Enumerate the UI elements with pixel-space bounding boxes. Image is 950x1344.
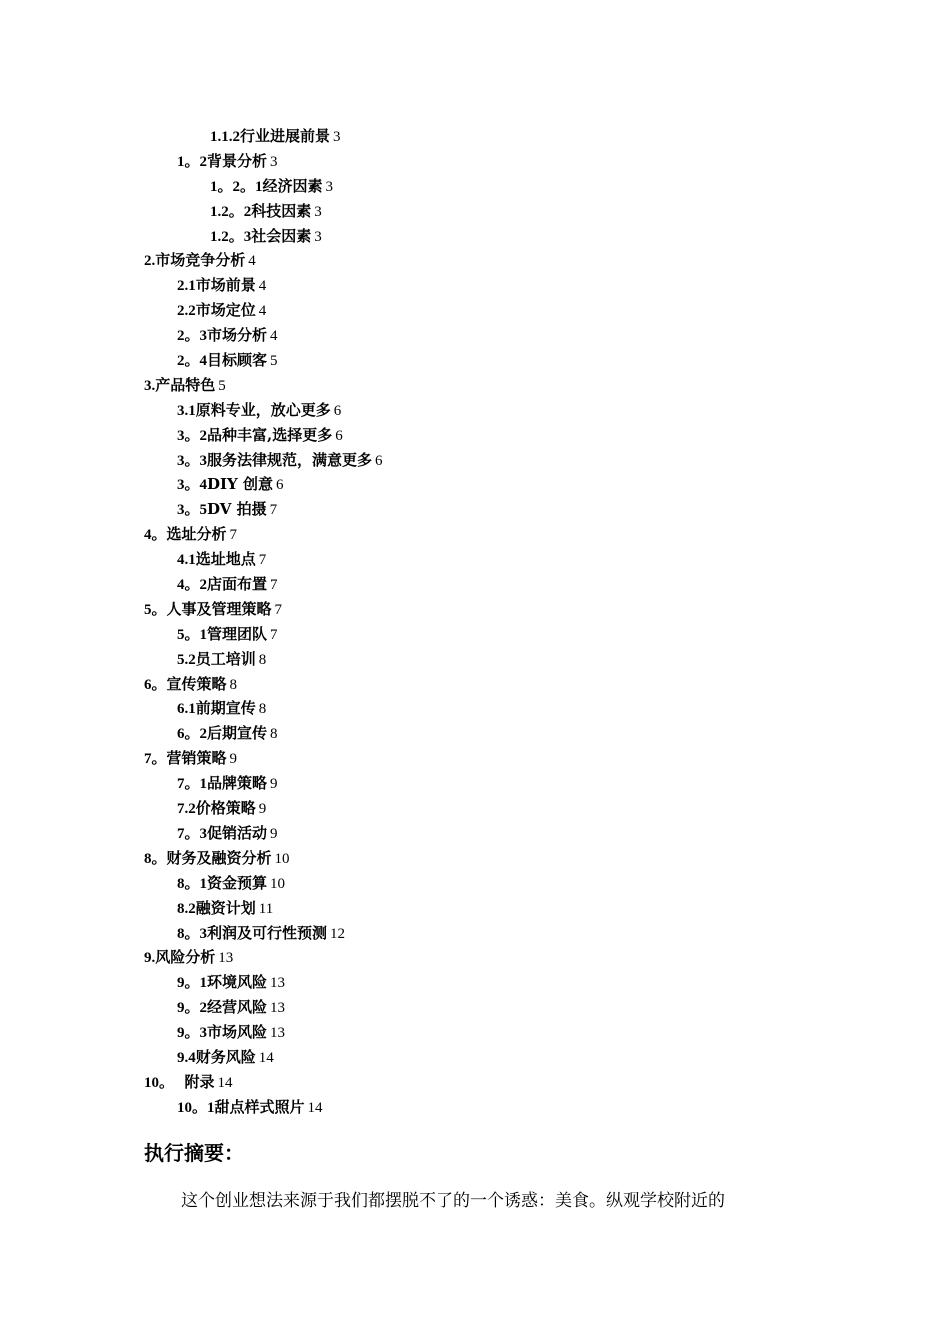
toc-entry[interactable] [0,497,950,522]
table-of-contents [0,124,950,1120]
toc-entry-page: 10 [274,850,290,867]
toc-entry-title: 原料专业，放心更多 [195,400,331,419]
toc-entry-page: 9 [270,825,278,842]
toc-entry-title: 价格策略 [195,799,256,818]
toc-entry[interactable] [0,771,950,796]
toc-entry-page: 6 [375,452,383,469]
toc-entry-title: 融资计划 [195,898,256,917]
toc-entry-title: 财务及融资分析 [166,848,272,867]
toc-entry-page: 13 [270,1025,286,1042]
toc-entry[interactable] [0,522,950,547]
toc-entry-page: 7 [274,601,283,618]
toc-entry-number: 3。3 [177,452,208,469]
toc-entry-number: 6。 [144,676,167,693]
toc-entry[interactable] [0,721,950,746]
toc-entry-title: 管理团队 [207,624,268,643]
toc-entry-title: 资金预算 [207,873,268,892]
toc-entry-number: 7。1 [177,776,208,793]
toc-entry-number: 3。2 [177,427,208,444]
toc-entry[interactable] [0,348,950,373]
toc-entry-title: 风险分析 [155,948,216,967]
toc-entry-title: 前期宣传 [195,699,256,718]
toc-entry[interactable] [0,647,950,672]
toc-entry[interactable] [0,448,950,473]
toc-entry-page: 4 [248,253,256,270]
toc-entry-number: 8.2 [177,900,196,917]
toc-entry-page: 11 [258,900,274,917]
toc-entry-number: 3。4 [177,477,208,494]
toc-entry-title: 产品特色 [155,375,216,394]
toc-entry-title: 员工培训 [195,649,256,668]
toc-entry-title: 后期宣传 [207,724,268,743]
toc-entry-page: 7 [270,577,278,594]
toc-entry-page: 4 [258,278,267,295]
toc-entry-page: 3 [325,178,334,195]
toc-entry-number: 7。 [144,751,167,768]
toc-entry[interactable] [0,1070,950,1095]
toc-entry-number: 1。2。1 [210,178,263,195]
toc-entry-page: 9 [229,751,238,768]
toc-entry-number: 8。1 [177,875,208,892]
toc-entry[interactable] [0,423,950,448]
toc-entry[interactable] [0,248,950,273]
toc-entry[interactable] [0,472,950,497]
toc-entry-page: 12 [330,925,346,942]
toc-entry[interactable] [0,597,950,622]
toc-entry[interactable] [0,672,950,697]
toc-entry-number: 10。1 [177,1099,215,1116]
toc-entry-title: 宣传策略 [166,674,227,693]
toc-entry-number: 5。 [144,601,167,618]
toc-entry-title: DV 拍摄 [207,500,267,519]
toc-entry-number: 1。2 [177,153,208,170]
toc-entry[interactable] [0,622,950,647]
toc-entry-number: 3. [144,377,156,394]
toc-entry-page: 8 [258,651,267,668]
toc-entry-title: 经济因素 [262,176,323,195]
toc-entry[interactable] [0,896,950,921]
toc-entry[interactable] [0,224,950,249]
toc-entry-number: 6.1 [177,701,196,718]
toc-entry-title: 人事及管理策略 [166,599,272,618]
toc-entry-number: 1.2。2 [210,203,252,220]
toc-entry-title: 目标顾客 [207,351,268,370]
toc-entry[interactable] [0,821,950,846]
toc-entry[interactable] [0,398,950,423]
toc-entry[interactable] [0,199,950,224]
toc-entry-page: 6 [335,427,343,444]
toc-entry-title: 市场分析 [207,326,268,345]
toc-entry-title: 营销策略 [166,749,227,768]
toc-entry-page: 3 [270,153,278,170]
toc-entry-page: 9 [258,801,267,818]
toc-entry-page: 7 [269,502,278,519]
toc-entry-page: 7 [229,527,238,544]
toc-entry-page: 4 [258,303,267,320]
toc-entry-number: 7.2 [177,801,196,818]
toc-entry[interactable] [0,696,950,721]
toc-entry-title: DIY 创意 [207,475,273,494]
toc-entry-number: 4。 [144,527,167,544]
toc-entry[interactable] [0,796,950,821]
toc-entry-title: 市场风险 [207,1023,268,1042]
toc-entry-page: 8 [229,676,238,693]
toc-entry-number: 2。4 [177,353,208,370]
toc-entry-title: 选址地点 [195,550,256,569]
toc-entry-page: 10 [270,875,286,892]
toc-entry-number: 3。5 [177,502,208,519]
toc-entry-title: 促销活动 [207,823,268,842]
toc-entry-title: 社会因素 [251,226,312,245]
toc-entry-page: 3 [314,203,322,220]
toc-entry-number: 2。3 [177,328,208,345]
toc-entry-page: 14 [258,1049,274,1066]
toc-entry-number: 9. [144,950,156,967]
toc-entry-number: 8。 [144,850,167,867]
toc-entry-number: 7。3 [177,825,208,842]
toc-entry[interactable] [0,273,950,298]
toc-entry[interactable] [0,1095,950,1120]
toc-entry[interactable] [0,970,950,995]
toc-entry[interactable] [0,995,950,1020]
toc-entry-title: 环境风险 [207,973,268,992]
toc-entry[interactable] [0,846,950,871]
toc-entry[interactable] [0,1045,950,1070]
toc-entry-page: 14 [307,1099,323,1116]
toc-entry-page: 8 [270,726,278,743]
toc-entry-page: 3 [314,228,322,245]
toc-entry-page: 13 [270,975,286,992]
toc-entry-title: 背景分析 [207,151,268,170]
toc-entry[interactable] [0,323,950,348]
toc-entry-page: 5 [270,353,278,370]
toc-entry-title: 附录 [174,1072,215,1091]
toc-entry[interactable] [0,945,950,970]
toc-entry-title: 经营风险 [207,998,268,1017]
toc-entry-title: 甜点样式照片 [214,1097,305,1116]
toc-entry-number: 1.1.2 [210,129,240,145]
toc-entry-number: 3.1 [177,402,196,419]
toc-entry-title: 选址分析 [166,525,227,544]
toc-entry[interactable] [0,174,950,199]
toc-entry-page: 13 [270,1000,286,1017]
toc-entry-title: 行业进展前景 [240,127,331,145]
toc-entry[interactable] [0,124,950,149]
toc-entry[interactable] [0,1020,950,1045]
toc-entry-number: 4。2 [177,577,208,594]
toc-entry-number: 10。 [144,1074,175,1091]
toc-entry-page: 9 [270,776,278,793]
toc-entry-page: 4 [270,328,278,345]
toc-entry-number: 5。1 [177,626,208,643]
toc-entry-page: 13 [218,950,234,967]
toc-entry-page: 7 [258,552,267,569]
toc-entry-number: 9。2 [177,1000,208,1017]
toc-entry-number: 8。3 [177,925,208,942]
toc-entry[interactable] [0,572,950,597]
toc-entry[interactable] [0,373,950,398]
toc-entry-title: 服务法律规范，满意更多 [207,450,373,469]
toc-entry-page: 3 [333,129,341,145]
body-paragraph: 这个创业想法来源于我们都摆脱不了的一个诱惑：美食。纵观学校附近的 [181,1191,725,1211]
toc-entry[interactable] [0,871,950,896]
toc-entry-number: 2. [144,253,156,270]
toc-entry-number: 2.2 [177,303,196,320]
section-heading: 执行摘要： [144,1141,244,1165]
toc-entry-page: 8 [258,701,267,718]
toc-entry-number: 6。2 [177,726,208,743]
toc-entry[interactable] [0,149,950,174]
toc-entry-title: 品牌策略 [207,774,268,793]
toc-entry-title: 品种丰富,选择更多 [207,425,333,444]
toc-entry-title: 市场定位 [195,301,256,320]
toc-entry-number: 4.1 [177,552,196,569]
toc-entry-number: 5.2 [177,651,196,668]
toc-entry[interactable] [0,921,950,946]
toc-entry-title: 市场竞争分析 [155,251,246,270]
toc-entry-title: 科技因素 [251,201,312,220]
toc-entry-title: 市场前景 [195,276,256,295]
toc-entry-number: 9。3 [177,1025,208,1042]
toc-entry-page: 6 [275,477,284,494]
toc-entry-title: 利润及可行性预测 [207,923,328,942]
toc-entry-page: 14 [217,1074,233,1091]
toc-entry[interactable] [0,746,950,771]
toc-entry-number: 2.1 [177,278,196,295]
toc-entry-page: 7 [270,626,278,643]
toc-entry-number: 1.2。3 [210,228,252,245]
toc-entry-title: 店面布置 [207,575,268,594]
toc-entry-number: 9.4 [177,1049,196,1066]
toc-entry-title: 财务风险 [195,1047,256,1066]
toc-entry[interactable] [0,547,950,572]
toc-entry-page: 6 [333,402,342,419]
toc-entry-page: 5 [218,377,226,394]
toc-entry-number: 9。1 [177,975,208,992]
toc-entry[interactable] [0,298,950,323]
